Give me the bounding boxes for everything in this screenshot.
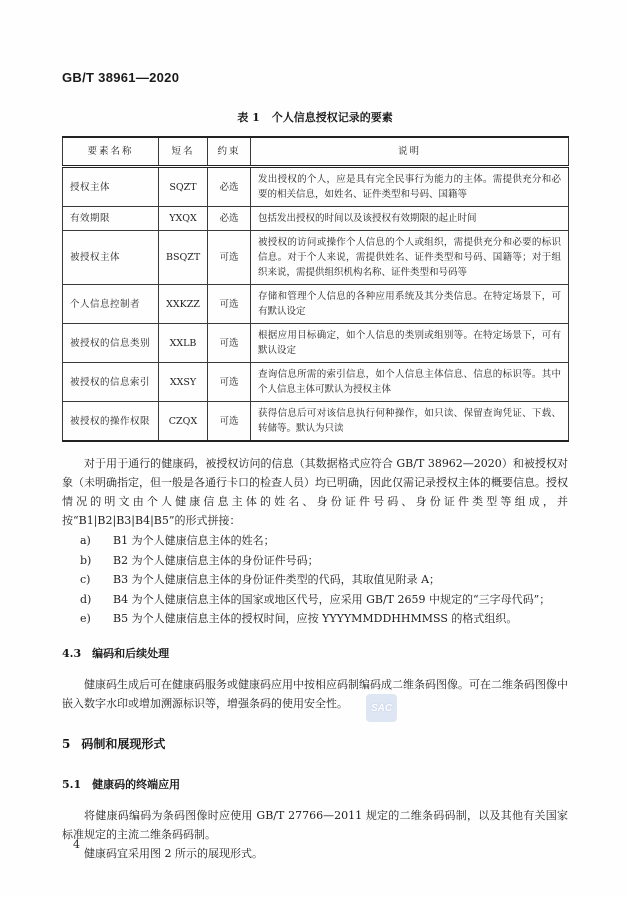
table-row — [63, 363, 569, 402]
short-name-cell: XXSY — [159, 363, 208, 402]
short-name-cell: YXQX — [159, 207, 208, 231]
list-item-label: d) — [80, 592, 92, 606]
col-header-element-name: 要素名称 — [63, 137, 159, 167]
constraint-cell: 必选 — [208, 207, 251, 231]
paragraph-4-3: 健康码生成后可在健康码服务或健康码应用中按相应码制编码成二维条码图像。可在二维条码图像中嵌入数字水印或增加溯源标识等，增强条码的使用安全性。 — [62, 677, 568, 710]
list-item-label: b) — [80, 553, 92, 567]
element-name-cell: 被授权的信息类别 — [63, 324, 159, 363]
list-item — [62, 590, 568, 610]
description-cell: 存储和管理个人信息的各种应用系统及其分类信息。在特定场景下，可有默认设定 — [251, 285, 569, 324]
table-row — [63, 207, 569, 231]
table-title-label: 表 1 — [237, 111, 260, 124]
short-name-cell: SQZT — [159, 167, 208, 207]
constraint-cell: 必选 — [208, 167, 251, 207]
table-row — [63, 324, 569, 363]
list-item-text: B2 为个人健康信息主体的身份证件号码； — [113, 553, 319, 567]
heading-title: 编码和后续处理 — [92, 646, 170, 660]
short-name-cell: CZQX — [159, 402, 208, 442]
list-item-label: e) — [80, 612, 91, 625]
table-row — [63, 167, 569, 207]
list-item-text: B1 为个人健康信息主体的姓名； — [113, 534, 275, 547]
description-cell: 根据应用目标确定，如个人信息的类别或组别等。在特定场景下，可有默认设定 — [251, 324, 569, 363]
element-name-cell: 被授权的信息索引 — [63, 363, 159, 402]
heading-number: 4.3 — [62, 646, 82, 660]
list-item — [62, 551, 568, 571]
short-name-cell: BSQZT — [159, 231, 208, 285]
definition-list — [62, 531, 568, 629]
table-row — [63, 231, 569, 285]
heading-5 — [62, 735, 568, 754]
heading-number: 5.1 — [62, 777, 82, 791]
heading-4-3 — [62, 644, 568, 663]
constraint-cell: 可选 — [208, 363, 251, 402]
list-item — [62, 570, 568, 590]
heading-title: 码制和展现形式 — [81, 736, 166, 751]
page-number: 4 — [73, 838, 80, 851]
heading-title: 健康码的终端应用 — [92, 777, 181, 791]
short-name-cell: XXLB — [159, 324, 208, 363]
list-item-label: a) — [80, 534, 91, 547]
table-title-text: 个人信息授权记录的要素 — [271, 111, 393, 124]
table-row — [63, 285, 569, 324]
authorization-elements-table — [62, 136, 569, 442]
constraint-cell: 可选 — [208, 285, 251, 324]
list-item-text: B5 为个人健康信息主体的授权时间，应按 YYYYMMDDHHMMSS 的格式组织。 — [113, 612, 518, 625]
col-header-description: 说明 — [251, 137, 569, 167]
description-cell: 获得信息后可对该信息执行何种操作，如只读、保留查询凭证、下载、转储等。默认为只读 — [251, 402, 569, 442]
standard-number: GB/T 38961—2020 — [62, 70, 180, 85]
intro-paragraph: 对于用于通行的健康码，被授权访问的信息（其数据格式应符合 GB/T 38962—2020）和被授权对象（未明确指定，但一般是各通行卡口的检查人员）均已明确，因此仅需记录授权主体的概要信息。授权情况的明文由个人健康信息主体的姓名、身份证件号码、身份证件类型等组成，并按“B1|B2|B3|B4|B5”的形式拼接： — [62, 457, 568, 527]
short-name-cell: XXKZZ — [159, 285, 208, 324]
table-row — [63, 402, 569, 442]
col-header-constraint: 约束 — [208, 137, 251, 167]
table-body — [63, 167, 569, 442]
element-name-cell: 个人信息控制者 — [63, 285, 159, 324]
table-header — [63, 137, 569, 167]
table-title — [62, 109, 568, 125]
constraint-cell: 可选 — [208, 324, 251, 363]
description-cell: 包括发出授权的时间以及该授权有效期限的起止时间 — [251, 207, 569, 231]
description-cell: 发出授权的个人，应是具有完全民事行为能力的主体。需提供充分和必要的相关信息，如姓名、证件类型和号码、国籍等 — [251, 167, 569, 207]
heading-5-1 — [62, 775, 568, 794]
description-cell: 查询信息所需的索引信息，如个人信息主体信息、信息的标识等。其中个人信息主体可默认为授权主体 — [251, 363, 569, 402]
constraint-cell: 可选 — [208, 402, 251, 442]
heading-number: 5 — [62, 736, 71, 751]
list-item-text: B3 为个人健康信息主体的身份证件类型的代码，其取值见附录 A； — [113, 573, 441, 586]
sac-watermark — [366, 694, 397, 722]
list-item-text: B4 为个人健康信息主体的国家或地区代号，应采用 GB/T 2659 中规定的“三字母代码”； — [113, 592, 551, 606]
sac-watermark-text: SAC — [370, 702, 393, 714]
col-header-short-name: 短名 — [159, 137, 208, 167]
paragraph-5-1: 将健康码编码为条码图像时应使用 GB/T 27766—2011 规定的二维条码码制，以及其他有关国家标准规定的主流二维条码码制。 — [62, 808, 568, 841]
list-item — [62, 531, 568, 551]
list-item — [62, 609, 568, 629]
paragraph-5-1-note: 健康码宜采用图 2 所示的展现形式。 — [84, 846, 263, 860]
list-item-label: c) — [80, 573, 91, 586]
element-name-cell: 被授权主体 — [63, 231, 159, 285]
element-name-cell: 授权主体 — [63, 167, 159, 207]
description-cell: 被授权的访问或操作个人信息的个人或组织，需提供充分和必要的标识信息。对于个人来说，需提供姓名、证件类型和号码、国籍等；对于组织来说，需提供组织机构名称、证件类型和号码等 — [251, 231, 569, 285]
table-header-row — [63, 137, 569, 167]
constraint-cell: 可选 — [208, 231, 251, 285]
element-name-cell: 被授权的操作权限 — [63, 402, 159, 442]
element-name-cell: 有效期限 — [63, 207, 159, 231]
